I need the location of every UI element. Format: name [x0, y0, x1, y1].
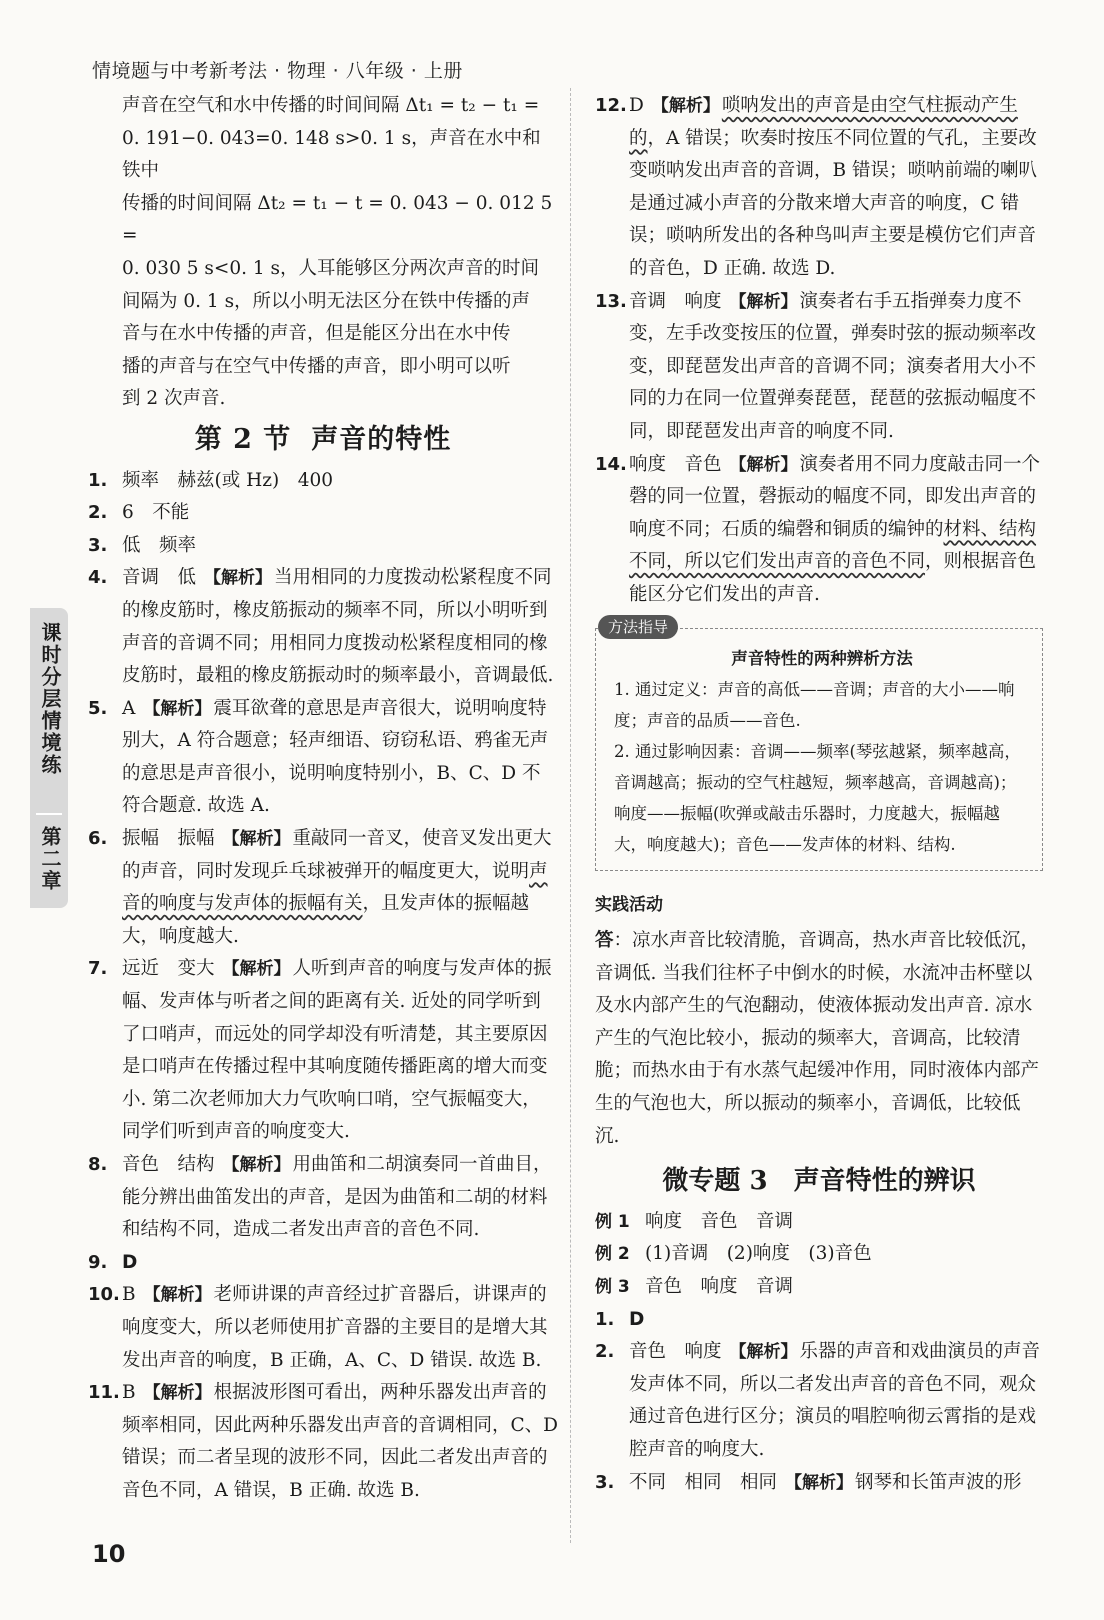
answer-value: 音色 结构 — [122, 1154, 215, 1175]
key-point-underline: 材料、结构不同，所以它们发出声音的音色不同 — [629, 518, 1037, 573]
intro-paragraph — [88, 90, 558, 416]
analysis-text: 演奏者用不同力度敲击同一个磬的同一位置，磬振动的幅度不同，即发出声音的响度不同；石质的编磬和铜质的编钟的 — [629, 453, 1041, 540]
analysis-text: 乐器的声音和戏曲演员的声音发声体不同，所以二者发出声音的音色不同，观众通过音色进行区分；演员的唱腔响彻云霄指的是戏腔声音的响度大. — [629, 1341, 1041, 1460]
intro-line: 0. 030 5 s<0. 1 s，人耳能够区分两次声音的时间 — [122, 257, 540, 279]
section-number: 第 2 节 — [194, 423, 292, 455]
method-guide-line: 1. 通过定义：声音的高低——音调；声音的大小——响度；声音的品质——音色. — [614, 679, 1015, 730]
analysis-tag: 【解析】 — [729, 454, 798, 475]
method-guide-line: 2. 通过影响因素：音调——频率(琴弦越紧，频率越高，音调越高；振动的空气柱越短，频率越高，音调越高)；响度——振幅(吹弹或敲击乐器时，力度越大，振幅越大，响度越大)；音色——发声体的材料、结构. — [614, 741, 1021, 854]
answer-item: 13. 音调 响度 【解析】 演奏者右手五指弹奏力度不变，左手改变按压的位置，弹奏时弦的振动频率改变，即琵琶发出声音的音调不同；演奏者用大小不同的力在同一位置弹奏琵琶，琵琶的弦振动幅度不同，即琵琶发出声音的响度不同. — [595, 290, 1037, 442]
chapter-side-tab — [30, 608, 68, 908]
analysis-text: 用曲笛和二胡演奏同一首曲目，能分辨出曲笛发出的声音，是因为曲笛和二胡的材料和结构不同，造成二者发出声音的音色不同. — [122, 1154, 552, 1241]
analysis-tag: 【解析】 — [222, 1155, 291, 1175]
method-guide-title: 声音特性的两种辨析方法 — [731, 648, 913, 668]
intro-line: 0. 191−0. 043=0. 148 s>0. 1 s，声音在水中和铁中 — [122, 127, 541, 182]
analysis-tag: 【解析】 — [143, 1383, 212, 1404]
analysis-tag: 【解析】 — [204, 568, 273, 589]
key-point-underline: 声音的响度与发声体的振幅有关 — [122, 860, 548, 915]
intro-line: 间隔为 0. 1 s，所以小明无法区分在铁中传播的声 — [122, 290, 531, 312]
answer-value: A — [122, 697, 136, 719]
answer-item: 10. B 【解析】 老师讲课的声音经过扩音器后，讲课声的响度变大，所以老师使用扩音器的主要目的是增大其发出声音的响度，B 正确，A、C、D 错误. 故选 B. — [88, 1284, 548, 1371]
side-tab-series-label: 课时分层情境练 — [38, 622, 62, 776]
right-column — [595, 90, 1043, 1499]
answer-item: 4. 音调 低 【解析】 当用相同的力度拨动松紧程度不同的橡皮筋时，橡皮筋振动的频率不同，所以小明听到声音的音调不同；用相同力度拨动松紧程度相同的橡皮筋时，最粗的橡皮筋振动时的频率最小，音调最低. — [88, 567, 554, 687]
analysis-text: 当用相同的力度拨动松紧程度不同的橡皮筋时，橡皮筋振动的频率不同，所以小明听到声音的音调不同；用相同力度拨动松紧程度相同的橡皮筋时，最粗的橡皮筋振动时的频率最小，音调最低. — [122, 567, 554, 687]
answer-value: B — [122, 1284, 136, 1306]
answer-item: 6. 振幅 振幅 【解析】 重敲同一音叉，使音叉发出更大的声音，同时发现乒乓球被弹开的幅度更大，说明声音的响度与发声体的振幅有关，且发声体的振幅越大，响度越大. — [88, 828, 552, 947]
micro-topic-title: 微专题 3 声音特性的辨识 — [662, 1166, 976, 1197]
answer-item: 1. 频率 赫兹(或 Hz) 400 — [88, 469, 334, 491]
answer-item: 3. 低 频率 — [88, 534, 197, 556]
analysis-tag: 【解析】 — [222, 959, 291, 980]
practice-answer — [595, 925, 1043, 1153]
analysis-text: 人听到声音的响度与发声体的振幅、发声体与听者之间的距离有关. 近处的同学听到了口哨声，而远处的同学却没有听清楚，其主要原因是口哨声在传播过程中其响度随传播距离的增大而变小. 第二次老师加大力气吹响口哨，空气振幅变大，同学们听到声音的响度变大. — [122, 958, 552, 1143]
intro-line: 声音在空气和水中传播的时间间隔 Δt₁ = t₂ − t₁ = — [122, 95, 540, 116]
side-tab-separator — [36, 813, 62, 815]
analysis-text: ，则根据音色能区分它们发出的声音. — [629, 551, 1037, 605]
analysis-text: 老师讲课的声音经过扩音器后，讲课声的响度变大，所以老师使用扩音器的主要目的是增大其发出声音的响度，B 正确，A、C、D 错误. 故选 B. — [122, 1284, 548, 1371]
analysis-text: 震耳欲聋的意思是声音很大，说明响度特别大，A 符合题意；轻声细语、窃窃私语、鸦雀无声的意思是声音很小，说明响度特别小，B、C、D 不符合题意. 故选 A. — [122, 697, 549, 817]
answer-item: 12. D 【解析】 唢呐发出的声音是由空气柱振动产生的，A 错误；吹奏时按压不同位置的气孔，主要改变唢呐发出声音的音调，B 错误；唢呐前端的喇叭是通过减小声音的分散来增大声音的响度，C 错误；唢呐所发出的各种鸟叫声主要是模仿它们声音的音色，D 正确. 故选 D. — [595, 95, 1037, 279]
answer-value: 音调 响度 — [629, 290, 722, 312]
answer-item: 3. 不同 相同 相同 【解析】 钢琴和长笛声波的形 — [595, 1471, 1022, 1493]
analysis-tag: 【解析】 — [222, 829, 291, 850]
column-divider — [570, 88, 571, 1543]
section-name: 声音的特性 — [311, 423, 452, 455]
analysis-text: 根据波形图可看出，两种乐器发出声音的频率相同，因此两种乐器发出声音的音调相同，C、D 错误；而二者呈现的波形不同，因此二者发出声音的音色不同，A 错误，B 正确. 故选 B. — [122, 1382, 558, 1501]
analysis-tag: 【解析】 — [143, 698, 212, 719]
side-tab-chapter-label: 第二章 — [38, 826, 62, 892]
practice-heading: 实践活动 — [595, 894, 663, 915]
example-answer: 例 1 响度 音色 音调 — [595, 1210, 794, 1232]
answer-item: 14. 响度 音色 【解析】 演奏者用不同力度敲击同一个磬的同一位置，磬振动的幅度不同，即发出声音的响度不同；石质的编磬和铜质的编钟的材料、结构不同，所以它们发出声音的音色不同，则根据音色能区分它们发出的声音. — [595, 453, 1041, 605]
intro-line: 播的声音与在空气中传播的声音，即小明可以听 — [122, 355, 511, 377]
answer-value: 响度 音色 — [629, 453, 722, 475]
intro-line: 音与在水中传播的声音，但是能区分出在水中传 — [122, 323, 511, 345]
answer-value: 音调 低 — [122, 567, 197, 589]
answer-item: 8. 音色 结构 【解析】 用曲笛和二胡演奏同一首曲目，能分辨出曲笛发出的声音，是因为曲笛和二胡的材料和结构不同，造成二者发出声音的音色不同. — [88, 1154, 552, 1241]
method-guide-badge: 方法指导 — [598, 615, 678, 639]
answer-item: 5. A 【解析】 震耳欲聋的意思是声音很大，说明响度特别大，A 符合题意；轻声细语、窃窃私语、鸦雀无声的意思是声音很小，说明响度特别小，B、C、D 不符合题意. 故选 A. — [88, 697, 549, 817]
answer-value: 音色 响度 — [629, 1341, 722, 1363]
analysis-tag: 【解析】 — [729, 1342, 798, 1363]
intro-line: 传播的时间间隔 Δt₂ = t₁ − t = 0. 043 − 0. 012 5 = — [122, 192, 553, 247]
practice-answer-text: ：凉水声音比较清脆，音调高，热水声音比较低沉，音调低. 当我们往杯子中倒水的时候，水流冲击杯壁以及水内部产生的气泡翻动，使液体振动发出声音. 凉水产生的气泡比较小，振动的频率大，音调高，比较清脆；而热水由于有水蒸气起缓冲作用，同时液体内部产生的气泡也大，所以振动的频率小，音调低，比较低沉. — [595, 930, 1040, 1147]
practice-answer-label: 答 — [595, 930, 614, 952]
analysis-text: ，且发声体的振幅越大，响度越大. — [122, 893, 530, 947]
analysis-text: 钢琴和长笛声波的形 — [855, 1471, 1022, 1493]
example-answer: 例 2 (1)音调 (2)响度 (3)音色 — [595, 1243, 872, 1265]
left-column — [88, 90, 558, 1508]
page-number: 10 — [92, 1540, 126, 1568]
answer-item: 7. 远近 变大 【解析】 人听到声音的响度与发声体的振幅、发声体与听者之间的距离有关. 近处的同学听到了口哨声，而远处的同学却没有听清楚，其主要原因是口哨声在传播过程中其响度随传播距离的增大而变小. 第二次老师加大力气吹响口哨，空气振幅变大，同学们听到声音的响度变大. — [88, 958, 552, 1143]
answer-item: 2. 音色 响度 【解析】 乐器的声音和戏曲演员的声音发声体不同，所以二者发出声音的音色不同，观众通过音色进行区分；演员的唱腔响彻云霄指的是戏腔声音的响度大. — [595, 1341, 1041, 1460]
method-guide-box — [595, 617, 1043, 871]
analysis-tag: 【解析】 — [651, 96, 720, 116]
analysis-text: 演奏者右手五指弹奏力度不变，左手改变按压的位置，弹奏时弦的振动频率改变，即琵琶发出声音的音调不同；演奏者用大小不同的力在同一位置弹奏琵琶，琵琶的弦振动幅度不同，即琵琶发出声音的响度不同. — [629, 290, 1037, 442]
answer-value: 振幅 振幅 — [122, 828, 215, 850]
answer-value: B — [122, 1382, 136, 1404]
analysis-text: ，A 错误；吹奏时按压不同位置的气孔，主要改变唢呐发出声音的音调，B 错误；唢呐前端的喇叭是通过减小声音的分散来增大声音的响度，C 错误；唢呐所发出的各种鸟叫声主要是模仿它们声音的音色，D 正确. 故选 D. — [629, 127, 1037, 279]
intro-line: 到 2 次声音. — [122, 388, 226, 410]
analysis-tag: 【解析】 — [143, 1285, 212, 1306]
analysis-tag: 【解析】 — [785, 1472, 854, 1493]
running-header: 情境题与中考新考法 · 物理 · 八年级 · 上册 — [92, 60, 463, 82]
answer-value: 远近 变大 — [122, 958, 215, 980]
answer-item: 11. B 【解析】 根据波形图可看出，两种乐器发出声音的频率相同，因此两种乐器发出声音的音调相同，C、D 错误；而二者呈现的波形不同，因此二者发出声音的音色不同，A 错误，B 正确. 故选 B. — [88, 1382, 558, 1501]
answer-value: D — [629, 95, 644, 116]
answer-item: 9. D — [88, 1251, 138, 1273]
answer-item: 1. D — [595, 1308, 645, 1330]
answer-value: 不同 相同 相同 — [629, 1471, 778, 1493]
example-answer: 例 3 音色 响度 音调 — [595, 1276, 794, 1298]
section-title — [88, 424, 558, 457]
answer-item: 2. 6 不能 — [88, 502, 190, 524]
key-point-underline: 唢呐发出的声音是由空气柱振动产生的 — [629, 95, 1018, 149]
analysis-text: 重敲同一音叉，使音叉发出更大的声音，同时发现乒乓球被弹开的幅度更大，说明 — [122, 828, 552, 882]
analysis-tag: 【解析】 — [729, 291, 798, 312]
